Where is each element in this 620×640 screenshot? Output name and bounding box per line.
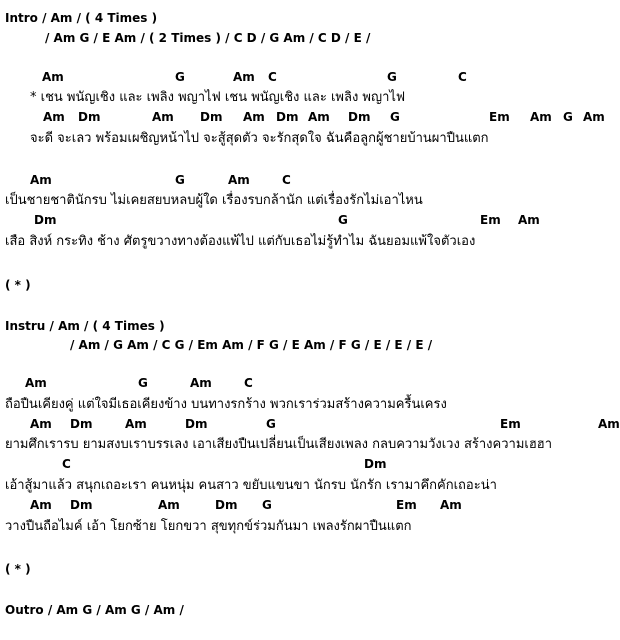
verse2-chord-line-2	[0, 417, 620, 433]
chord: Am	[152, 110, 174, 124]
verse1-chord-line-2	[0, 213, 620, 229]
chord: Em	[500, 417, 521, 431]
verse2-lyric-4: วางปืนถือไมค์ เอ้า โยกซ้าย โยกขวา สุขทุกข์ร่วมกันมา เพลงรักผาปืนแตก	[5, 519, 412, 534]
instru-chords: / Am / G Am / C G / Em Am / F G / E Am / F G / E / E / E /	[70, 338, 433, 352]
chord: Am	[228, 173, 250, 187]
chord: Am	[440, 498, 462, 512]
chord: G	[563, 110, 573, 124]
chord: Am	[583, 110, 605, 124]
verse1-lyric-2: เสือ สิงห์ กระทิง ช้าง ศัตรูขวางทางต้องแพ้ไป แต่กับเธอไม่รู้ทำไม ฉันยอมแพ้ใจตัวเอง	[5, 234, 476, 249]
chord: Em	[489, 110, 510, 124]
chorus-lyric-1: * เชน พนัญเชิง และ เพลิง พญาไฟ เชน พนัญเชิง และ เพลิง พญาไฟ	[30, 90, 406, 105]
chord: Am	[243, 110, 265, 124]
chord: G	[175, 70, 185, 84]
chord: G	[266, 417, 276, 431]
chord: Dm	[78, 110, 101, 124]
chord: Am	[30, 498, 52, 512]
chord: C	[62, 457, 71, 471]
chord: C	[458, 70, 467, 84]
chord: G	[338, 213, 348, 227]
verse1-lyric-1: เป็นชายชาตินักรบ ไม่เคยสยบหลบผู้ใด เรื่องรบกล้านัก แต่เรื่องรักไม่เอาไหน	[5, 193, 423, 208]
chord: Am	[42, 70, 64, 84]
chord: G	[175, 173, 185, 187]
chord: Am	[233, 70, 255, 84]
chorus-chord-line-1	[0, 70, 620, 86]
chord: Dm	[70, 417, 93, 431]
chord: Am	[308, 110, 330, 124]
chord: C	[244, 376, 253, 390]
chord: Am	[125, 417, 147, 431]
chorus-chord-line-2	[0, 110, 620, 126]
chord: Am	[530, 110, 552, 124]
verse2-lyric-2: ยามศึกเรารบ ยามสงบเราบรรเลง เอาเสียงปืนเปลี่ยนเป็นเสียงเพลง กลบความวังเวง สร้างความเฮฮา	[5, 437, 553, 452]
chord: G	[262, 498, 272, 512]
chord: C	[282, 173, 291, 187]
chord: Am	[30, 417, 52, 431]
chord: Dm	[200, 110, 223, 124]
chord: Dm	[34, 213, 57, 227]
instru-header: Instru / Am / ( 4 Times )	[5, 319, 165, 333]
chord: Dm	[70, 498, 93, 512]
chord: Am	[43, 110, 65, 124]
verse2-chord-line-1	[0, 376, 620, 392]
chord: Dm	[364, 457, 387, 471]
chord: Am	[25, 376, 47, 390]
chord: Dm	[215, 498, 238, 512]
chord: Dm	[348, 110, 371, 124]
chord: Am	[598, 417, 620, 431]
chord: Dm	[185, 417, 208, 431]
verse2-lyric-1: ถือปืนเคียงคู่ แต่ใจมีเธอเคียงข้าง บนทางรกร้าง พวกเราร่วมสร้างความครื้นเครง	[5, 397, 447, 412]
chord: G	[138, 376, 148, 390]
chorus-repeat-marker: ( * )	[5, 278, 31, 292]
intro-header: Intro / Am / ( 4 Times )	[5, 11, 158, 25]
verse2-chord-line-4	[0, 498, 620, 514]
chord: Dm	[276, 110, 299, 124]
chord: Am	[158, 498, 180, 512]
chord: Em	[480, 213, 501, 227]
chorus-repeat-marker: ( * )	[5, 562, 31, 576]
chorus-lyric-2: จะดี จะเลว พร้อมเผชิญหน้าไป จะสู้สุดตัว จะรักสุดใจ ฉันคือลูกผู้ชายบ้านผาปืนแตก	[30, 131, 489, 146]
intro-chords: / Am G / E Am / ( 2 Times ) / C D / G Am / C D / E /	[45, 31, 371, 45]
chord: Am	[518, 213, 540, 227]
chord: Am	[30, 173, 52, 187]
outro-line: Outro / Am G / Am G / Am /	[5, 603, 184, 617]
chord: Em	[396, 498, 417, 512]
verse1-chord-line-1	[0, 173, 620, 189]
chord: C	[268, 70, 277, 84]
verse2-chord-line-3	[0, 457, 620, 473]
chord: G	[390, 110, 400, 124]
chord: G	[387, 70, 397, 84]
verse2-lyric-3: เอ้าสู้มาแล้ว สนุกเถอะเรา คนหนุ่ม คนสาว ขยับแขนขา นักรบ นักรัก เรามาคึกคักเถอะน่า	[5, 478, 497, 493]
chord: Am	[190, 376, 212, 390]
